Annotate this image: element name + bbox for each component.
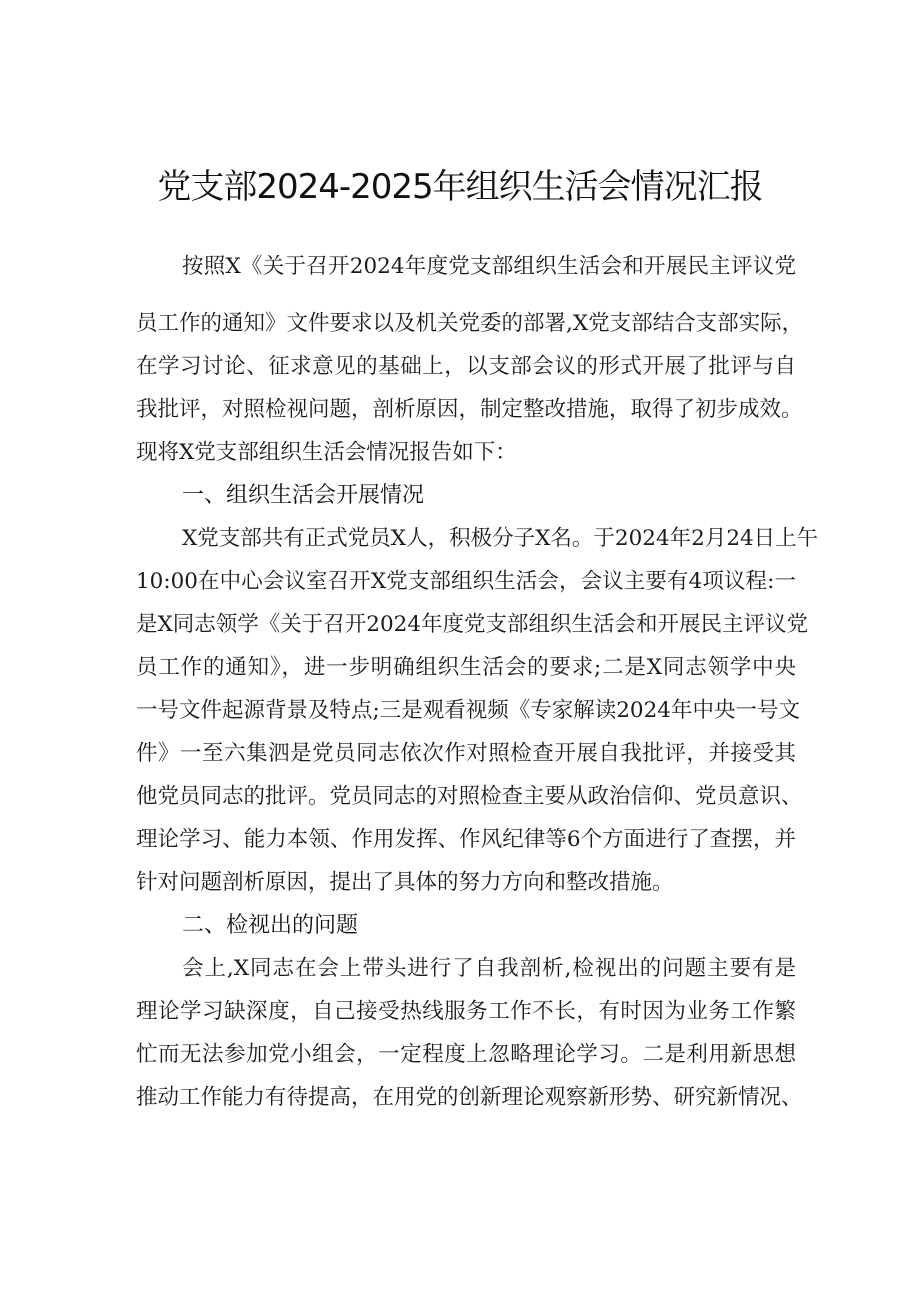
- paragraph-line: 按照X《关于召开2024年度党支部组织生活会和开展民主评议党: [182, 254, 796, 279]
- paragraph-line: 在学习讨论、征求意见的基础上，以支部会议的形式开展了批评与自: [136, 354, 796, 379]
- paragraph-line: 现将X党支部组织生活会情况报告如下：: [136, 440, 517, 465]
- section-heading: 二、检视出的问题: [182, 913, 359, 938]
- paragraph-line: 忙而无法参加党小组会，一定程度上忽略理论学习。二是利用新思想: [136, 1042, 796, 1067]
- paragraph-line: 他党员同志的批评。党员同志的对照检查主要从政治信仰、党员意识、: [136, 784, 803, 809]
- section-heading: 一、组织生活会开展情况: [182, 483, 425, 508]
- paragraph-line: 会上,X同志在会上带头进行了自我剖析,检视出的问题主要有是: [182, 956, 796, 981]
- paragraph-line: 员工作的通知》，进一步明确组织生活会的要求;二是X同志领学中央: [136, 655, 796, 680]
- document-title: 党支部2024-2025年组织生活会情况汇报: [157, 167, 763, 207]
- paragraph-line: 是X同志领学《关于召开2024年度党支部组织生活会和开展民主评议党: [136, 612, 809, 637]
- paragraph-line: 10:00在中心会议室召开X党支部组织生活会，会议主要有4项议程:一: [136, 569, 796, 594]
- paragraph-line: 理论学习、能力本领、作用发挥、作风纪律等6个方面进行了查摆，并: [136, 827, 796, 852]
- paragraph-line: 一号文件起源背景及特点;三是观看视频《专家解读2024年中央一号文: [136, 698, 800, 723]
- paragraph-line: 理论学习缺深度，自己接受热线服务工作不长，有时因为业务工作繁: [136, 999, 796, 1024]
- paragraph-line: 我批评，对照检视问题，剖析原因，制定整改措施，取得了初步成效。: [136, 397, 803, 422]
- paragraph-line: 员工作的通知》文件要求以及机关党委的部署,X党支部结合支部实际，: [136, 311, 804, 336]
- paragraph-line: 针对问题剖析原因，提出了具体的努力方向和整改措施。: [136, 870, 674, 895]
- paragraph-line: 推动工作能力有待提高，在用党的创新理论观察新形势、研究新情况、: [136, 1085, 803, 1110]
- paragraph-line: X党支部共有正式党员X人，积极分子X名。于2024年2月24日上午: [182, 526, 819, 551]
- paragraph-line: 件》一至六集泗是党员同志依次作对照检查开展自我批评，并接受其: [136, 741, 796, 766]
